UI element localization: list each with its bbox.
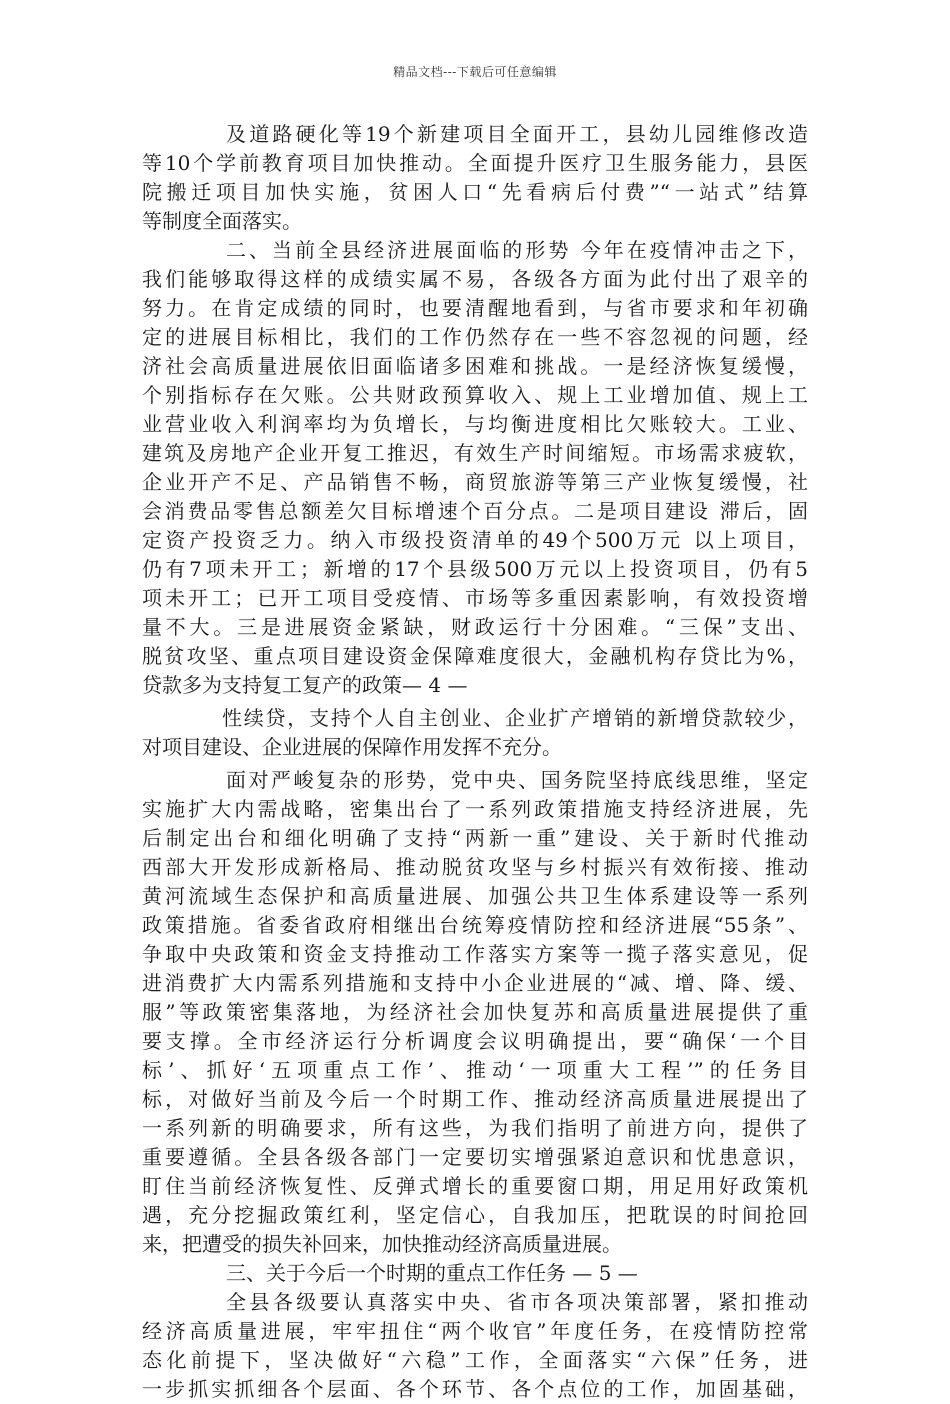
- text-line: 会消费品零售总额差欠目标增速个百分点。二是项目建设 滞后，固: [142, 499, 808, 523]
- text-line: 济社会高质量进展依旧面临诸多困难和挑战。一是经济恢复缓慢，: [142, 354, 808, 378]
- text-line: 建筑及房地产企业开复工推迟，有效生产时间缩短。市场需求疲软，: [142, 441, 808, 465]
- text-line: 盯住当前经济恢复性、反弹式增长的重要窗口期，用足用好政策机: [142, 1174, 808, 1198]
- paragraph: [142, 1288, 808, 1404]
- text-line: 个别指标存在欠账。公共财政预算收入、规上工业增加值、规上工: [142, 383, 808, 407]
- text-line: 贷款多为支持复工复产的政策— 4 —: [142, 673, 468, 697]
- text-line: 经济高质量进展，牢牢扭住“两个收官”年度任务，在疫情防控常: [142, 1319, 808, 1343]
- text-line: 全县各级要认真落实中央、省市各项决策部署，紧扣推动: [226, 1290, 808, 1314]
- text-line: 一系列新的明确要求，所有这些，为我们指明了前进方向，提供了: [142, 1116, 808, 1140]
- text-line: 面对严峻复杂的形势，党中央、国务院坚持底线思维，坚定: [226, 768, 808, 792]
- text-line: 黄河流域生态保护和高质量进展、加强公共卫生体系建设等一系列: [142, 884, 808, 908]
- text-line: 实施扩大内需战略，密集出台了一系列政策措施支持经济进展，先: [142, 797, 808, 821]
- text-line: 后制定出台和细化明确了支持“两新一重”建设、关于新时代推动: [142, 826, 808, 850]
- text-line: 及道路硬化等19个新建项目全面开工，县幼儿园维修改造: [226, 122, 808, 146]
- text-line: 院搬迁项目加快实施，贫困人口“先看病后付费”“一站式”结算: [142, 180, 808, 204]
- text-line: 项未开工；已开工项目受疫情、市场等多重因素影响，有效投资增: [142, 586, 808, 610]
- text-line: 标，对做好当前及今后一个时期工作、推动经济高质量进展提出了: [142, 1087, 808, 1111]
- text-line: 服”等政策密集落地，为经济社会加快复苏和高质量进展提供了重: [142, 1000, 808, 1024]
- text-line: 重要遵循。全县各级各部门一定要切实增强紧迫意识和忧患意识，: [142, 1145, 808, 1169]
- text-line: 企业开产不足、产品销售不畅，商贸旅游等第三产业恢复缓慢，社: [142, 470, 808, 494]
- text-line: 定资产投资乏力。纳入市级投资清单的49个500万元 以上项目，: [142, 528, 808, 552]
- text-line: 争取中央政策和资金支持推动工作落实方案等一揽子落实意见，促: [142, 942, 808, 966]
- text-line: 态化前提下，坚决做好“六稳”工作，全面落实“六保”任务，进: [142, 1348, 808, 1372]
- paragraph: [142, 704, 808, 762]
- page-header: 精品文档---下载后可任意编辑: [393, 65, 557, 79]
- text-line: 努力。在肯定成绩的同时，也要清醒地看到，与省市要求和年初确: [142, 296, 808, 320]
- paragraph: [142, 120, 808, 236]
- text-line: 对项目建设、企业进展的保障作用发挥不充分。: [142, 735, 562, 759]
- text-line: 性续贷，支持个人自主创业、企业扩产增销的新增贷款较少，: [222, 706, 808, 730]
- text-line: 脱贫攻坚、重点项目建设资金保障难度很大，金融机构存贷比为%，: [142, 644, 808, 668]
- text-line: 我们能够取得这样的成绩实属不易，各级各方面为此付出了艰辛的: [142, 267, 808, 291]
- text-line: 西部大开发形成新格局、推动脱贫攻坚与乡村振兴有效衔接、推动: [142, 855, 808, 879]
- text-line: 二、当前全县经济进展面临的形势 今年在疫情冲击之下，: [226, 238, 808, 262]
- section-heading: [142, 1259, 808, 1288]
- document-body: [142, 120, 808, 1404]
- paragraph: [142, 766, 808, 1259]
- text-line: 来，把遭受的损失补回来，加快推动经济高质量进展。: [142, 1232, 622, 1256]
- text-line: 等制度全面落实。: [142, 209, 302, 233]
- text-line: 标’、抓好‘五项重点工作’、推动‘一项重大工程’”的任务目: [142, 1058, 808, 1082]
- heading-line: 三、关于今后一个时期的重点工作任务 — 5 —: [226, 1261, 638, 1285]
- paragraph: [142, 236, 808, 700]
- text-line: 进消费扩大内需系列措施和支持中小企业进展的“减、增、降、缓、: [142, 971, 808, 995]
- text-line: 定的进展目标相比，我们的工作仍然存在一些不容忽视的问题，经: [142, 325, 808, 349]
- text-line: 仍有7项未开工；新增的17个县级500万元以上投资项目，仍有5: [142, 557, 808, 581]
- text-line: 等10个学前教育项目加快推动。全面提升医疗卫生服务能力，县医: [142, 151, 808, 175]
- text-line: 要支撑。全市经济运行分析调度会议明确提出，要“确保‘一个目: [142, 1029, 808, 1053]
- text-line: 政策措施。省委省政府相继出台统筹疫情防控和经济进展“55条”、: [142, 913, 808, 937]
- text-line: 业营业收入利润率均为负增长，与均衡进度相比欠账较大。工业、: [142, 412, 808, 436]
- text-line: 量不大。三是进展资金紧缺，财政运行十分困难。“三保”支出、: [142, 615, 808, 639]
- text-line: 一步抓实抓细各个层面、各个环节、各个点位的工作，加固基础，: [142, 1377, 808, 1401]
- text-line: 遇，充分挖掘政策红利，坚定信心，自我加压，把耽误的时间抢回: [142, 1203, 808, 1227]
